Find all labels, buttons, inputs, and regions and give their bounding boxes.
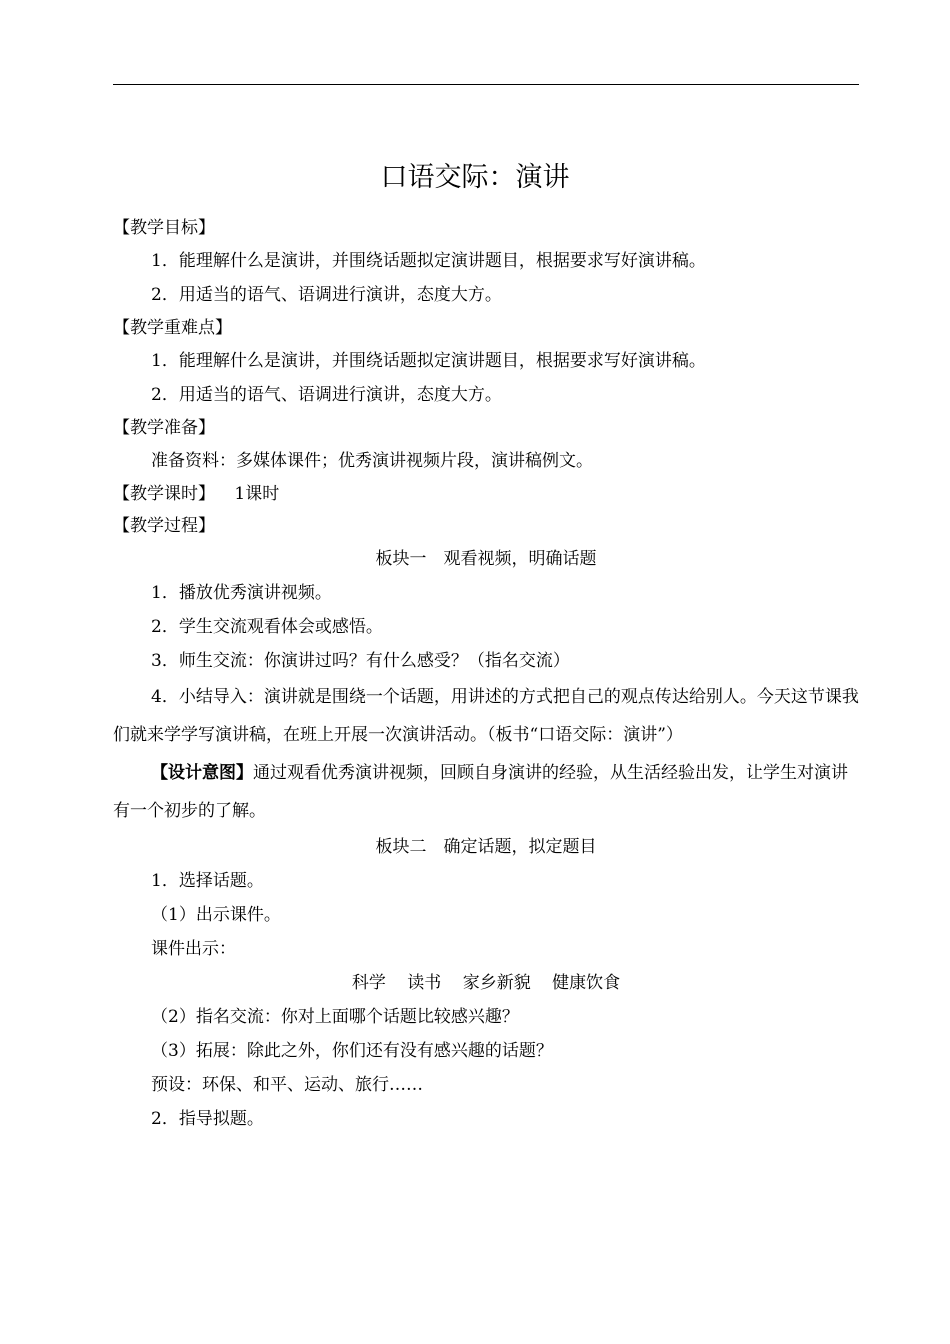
document-body: [113, 212, 859, 1136]
design-intent-text: 通过观看优秀演讲视频，回顾自身演讲的经验，从生活经验出发，让学生对演讲有一个初步的了解。: [113, 763, 848, 821]
design-intent: [113, 754, 859, 830]
preparation-heading: 【教学准备】: [113, 418, 215, 438]
hours-value: 1课时: [234, 484, 280, 504]
block2-sub2: （2）指名交流：你对上面哪个话题比较感兴趣？: [151, 1007, 519, 1027]
topic-item: 科学: [351, 973, 386, 993]
block2-step1: 1．选择话题。: [151, 871, 264, 891]
design-intent-label: 【设计意图】: [151, 763, 253, 783]
block1-item-4: 4．小结导入：演讲就是围绕一个话题，用讲述的方式把自己的观点传达给别人。今天这节课我们就来学学写演讲稿，在班上开展一次演讲活动。（板书“口语交际：演讲”）: [113, 687, 859, 745]
hours-row: [113, 478, 859, 510]
block2-sub3: （3）拓展：除此之外，你们还有没有感兴趣的话题？: [151, 1041, 553, 1061]
objective-item: 2．用适当的语气、语调进行演讲，态度大方。: [151, 285, 502, 305]
page-title: 口语交际：演讲: [380, 162, 570, 193]
block2-title: 板块二 确定话题，拟定题目: [375, 837, 597, 857]
topic-item: 健康饮食: [552, 973, 621, 993]
block2-sub1: （1）出示课件。: [151, 905, 281, 925]
objective-item: 1．能理解什么是演讲，并围绕话题拟定演讲题目，根据要求写好演讲稿。: [151, 251, 706, 271]
block1-item: 3．师生交流：你演讲过吗？有什么感受？（指名交流）: [151, 651, 570, 671]
block1-title: 板块一 观看视频，明确话题: [375, 549, 597, 569]
hours-heading: 【教学课时】: [113, 484, 215, 504]
header-rule: [113, 84, 859, 85]
block2-step2: 2．指导拟题。: [151, 1109, 264, 1129]
topic-item: 读书: [407, 973, 442, 993]
preparation-text: 准备资料：多媒体课件；优秀演讲视频片段，演讲稿例文。: [151, 451, 593, 471]
key-point-item: 2．用适当的语气、语调进行演讲，态度大方。: [151, 385, 502, 405]
key-points-heading: 【教学重难点】: [113, 318, 232, 338]
block2-preset: 预设：环保、和平、运动、旅行……: [151, 1075, 423, 1095]
objectives-heading: 【教学目标】: [113, 218, 215, 238]
topic-list: [113, 966, 859, 1000]
process-heading: 【教学过程】: [113, 516, 215, 536]
block1-item: 1．播放优秀演讲视频。: [151, 583, 332, 603]
block2-courseware: 课件出示：: [151, 939, 236, 959]
block1-item: 2．学生交流观看体会或感悟。: [151, 617, 383, 637]
key-point-item: 1．能理解什么是演讲，并围绕话题拟定演讲题目，根据要求写好演讲稿。: [151, 351, 706, 371]
topic-item: 家乡新貌: [462, 973, 531, 993]
